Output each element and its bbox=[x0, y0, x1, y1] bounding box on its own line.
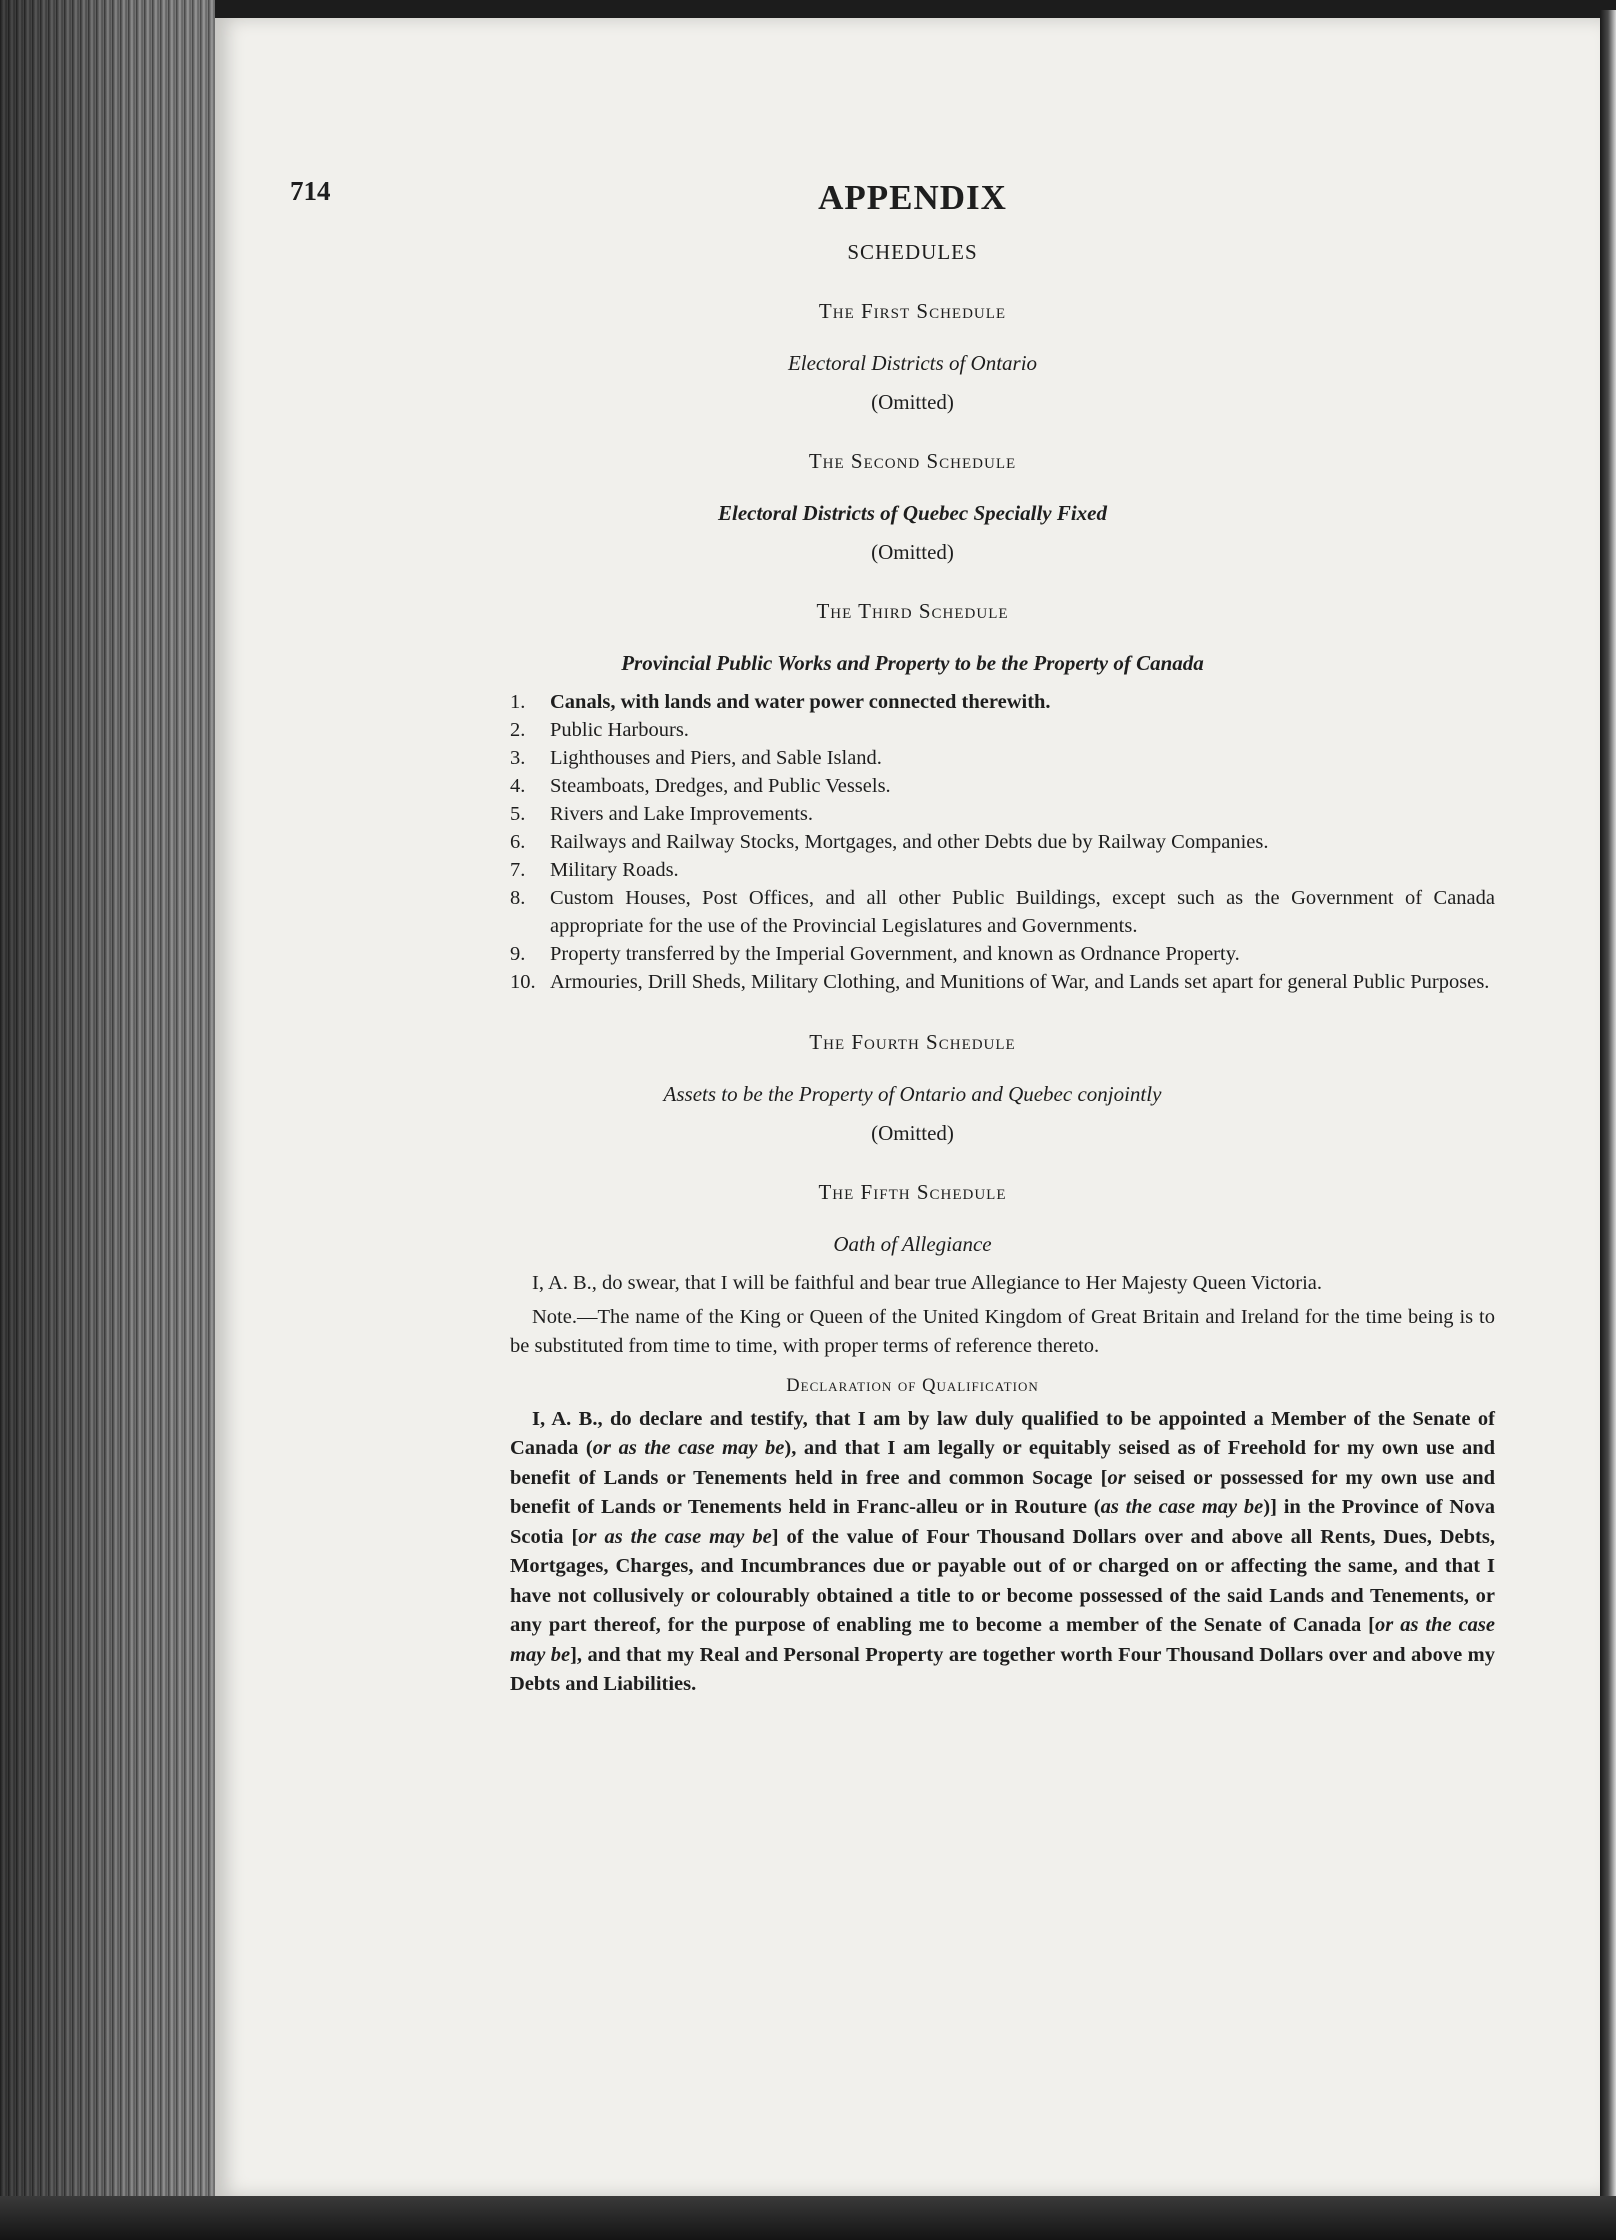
appendix-title: APPENDIX bbox=[818, 178, 1007, 217]
third-schedule-subheading: Provincial Public Works and Property to be the Property of Canada bbox=[621, 651, 1204, 675]
list-item: 3. Lighthouses and Piers, and Sable Island. bbox=[510, 747, 882, 769]
declaration-heading: Declaration of Qualification bbox=[786, 1375, 1039, 1396]
oath-note: Note.—The name of the King or Queen of the United Kingdom of Great Britain and Ireland for the time being is to be substituted from time to time, with proper terms of reference thereto. bbox=[510, 1305, 1495, 1357]
third-schedule-heading: The Third Schedule bbox=[816, 599, 1009, 623]
first-schedule-heading: The First Schedule bbox=[818, 299, 1007, 323]
second-schedule-heading: The Second Schedule bbox=[808, 449, 1017, 473]
fifth-schedule-heading: The Fifth Schedule bbox=[818, 1180, 1007, 1204]
list-item: 1. Canals, with lands and water power connected therewith. bbox=[510, 691, 1051, 713]
declaration-text: I, A. B., do declare and testify, that I am by law duly qualified to be appointed a Member of the Senate of Canada (or as the case may be), and that I am legally or equitably seised as of Freehold for my own use and benefit of Lands or Tenements held in free and common Socage [or seised or possessed for my own use and benefit of Lands or Tenements held in Franc-alleu or in Routure (as the case may be)] in the Province of Nova Scotia [or as the case may be] of the value of Four Thousand Dollars over and above all Rents, Dues, Debts, Mortgages, Charges, and Incumbrances due or payable out of or charged on or affecting the same, and that I have not collusively or colourably obtained a title to or become possessed of the said Lands and Tenements, or any part thereof, for the purpose of enabling me to become a member of the Senate of Canada [or as the case may be], and that my Real and Personal Property are together worth Four Thousand Dollars over and above my Debts and Liabilities. bbox=[510, 1407, 1495, 1695]
list-item: 6. Railways and Railway Stocks, Mortgages, and other Debts due by Railway Companies. bbox=[510, 831, 1269, 853]
page-content bbox=[290, 160, 1495, 1700]
scan-bottom-border bbox=[0, 2196, 1616, 2240]
list-item: 9. Property transferred by the Imperial Government, and known as Ordnance Property. bbox=[510, 943, 1240, 965]
first-schedule-subheading: Electoral Districts of Ontario bbox=[787, 351, 1038, 375]
oath-text: I, A. B., do swear, that I will be faithful and bear true Allegiance to Her Majesty Queen Victoria. bbox=[532, 1272, 1322, 1294]
fourth-schedule-heading: The Fourth Schedule bbox=[809, 1030, 1016, 1054]
list-item: 8. Custom Houses, Post Offices, and all other Public Buildings, except such as the Government of Canada appropriate for the use of the Provincial Legislatures and Governments. bbox=[510, 887, 1495, 937]
fifth-schedule-subheading: Oath of Allegiance bbox=[833, 1232, 992, 1256]
list-item: 5. Rivers and Lake Improvements. bbox=[510, 803, 814, 825]
page-number: 714 bbox=[290, 176, 331, 206]
fourth-schedule-omitted: (Omitted) bbox=[871, 1121, 954, 1145]
fourth-schedule-subheading: Assets to be the Property of Ontario and Quebec conjointly bbox=[663, 1082, 1162, 1106]
list-item: 10. Armouries, Drill Sheds, Military Clothing, and Munitions of War, and Lands set apart for general Public Purposes. bbox=[510, 971, 1490, 993]
schedules-title: SCHEDULES bbox=[847, 240, 978, 264]
second-schedule-omitted: (Omitted) bbox=[871, 540, 954, 564]
list-item: 7. Military Roads. bbox=[510, 859, 679, 881]
list-item: 2. Public Harbours. bbox=[510, 719, 689, 741]
page-right-edge bbox=[1600, 10, 1616, 2200]
scan-top-border bbox=[0, 0, 1616, 18]
book-edge-shadow bbox=[0, 0, 215, 2240]
first-schedule-omitted: (Omitted) bbox=[871, 390, 954, 414]
list-item: 4. Steamboats, Dredges, and Public Vessels. bbox=[510, 775, 891, 797]
second-schedule-subheading: Electoral Districts of Quebec Specially Fixed bbox=[717, 501, 1108, 525]
third-schedule-list bbox=[290, 688, 1495, 996]
